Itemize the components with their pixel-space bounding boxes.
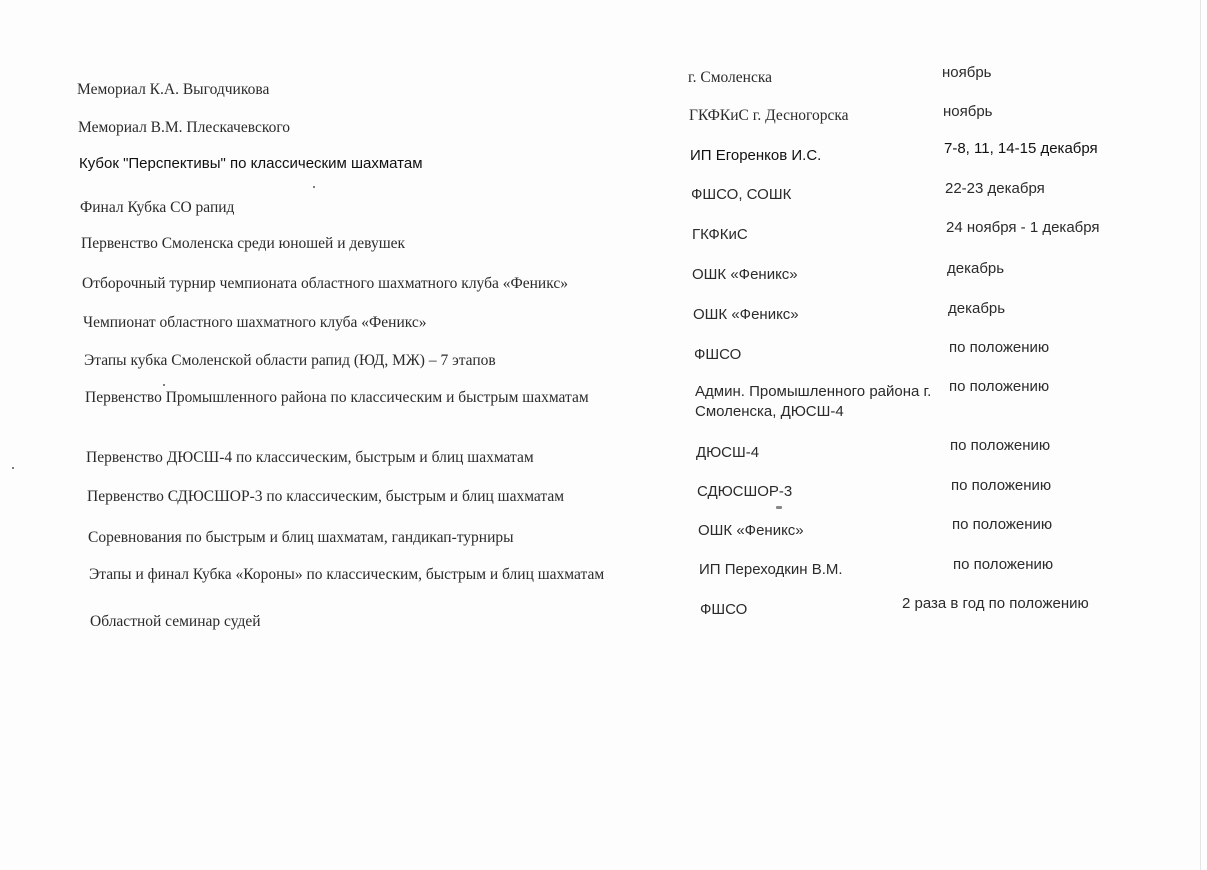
scan-speck [313, 186, 315, 188]
organizer: ОШК «Феникс» [698, 522, 804, 539]
event-date: декабрь [947, 260, 1005, 277]
event-date: по положению [952, 516, 1053, 533]
event-date: 24 ноября - 1 декабря [946, 219, 1100, 236]
event-date: по положению [950, 437, 1051, 454]
event-name: Мемориал К.А. Выгодчикова [77, 81, 270, 98]
page-edge-shadow [1200, 0, 1201, 870]
organizer: ДЮСШ-4 [696, 444, 760, 461]
event-date: по положению [953, 556, 1054, 573]
event-date: 2 раза в год по положению [902, 595, 1089, 612]
event-date: по положению [949, 339, 1050, 356]
event-name: Кубок "Перспективы" по классическим шахматам [79, 155, 423, 172]
event-name: Первенство СДЮСШОР-3 по классическим, быстрым и блиц шахматам [87, 488, 565, 505]
event-date: по положению [949, 378, 1050, 395]
organizer: СДЮСШОР-3 [697, 483, 793, 500]
organizer: ФШСО, СОШК [691, 186, 792, 203]
event-name: Первенство Смоленска среди юношей и девушек [81, 235, 406, 252]
organizer: ИП Егоренков И.С. [690, 147, 822, 164]
organizer: г. Смоленска [688, 69, 773, 86]
event-name: Первенство ДЮСШ-4 по классическим, быстрым и блиц шахматам [86, 449, 534, 466]
event-date: ноябрь [943, 103, 993, 120]
event-name: Соревнования по быстрым и блиц шахматам, гандикап-турниры [88, 529, 514, 546]
event-name: Финал Кубка СО рапид [80, 199, 235, 216]
scan-speck [12, 467, 14, 469]
organizer: ГКФКиС г. Десногорска [689, 107, 849, 124]
organizer: ОШК «Феникс» [692, 266, 798, 283]
event-date: 22-23 декабря [945, 180, 1045, 197]
event-date: 7-8, 11, 14-15 декабря [944, 140, 1098, 157]
event-date: ноябрь [942, 64, 992, 81]
event-date: по положению [951, 477, 1052, 494]
organizer: ФШСО [694, 346, 742, 363]
event-name: Мемориал В.М. Плескачевского [78, 119, 291, 136]
organizer: ФШСО [700, 601, 748, 618]
event-name: Отборочный турнир чемпионата областного шахматного клуба «Феникс» [82, 275, 568, 292]
event-name: Первенство Промышленного района по классическим и быстрым шахматам [85, 389, 589, 406]
event-date: декабрь [948, 300, 1006, 317]
event-name: Этапы и финал Кубка «Короны» по классическим, быстрым и блиц шахматам [89, 566, 605, 583]
organizer: ГКФКиС [692, 226, 748, 243]
event-name: Областной семинар судей [90, 613, 261, 630]
scan-speck [163, 384, 165, 386]
organizer: Админ. Промышленного района г. Смоленска, ДЮСШ-4 [695, 383, 932, 420]
event-name: Чемпионат областного шахматного клуба «Феникс» [83, 314, 427, 331]
organizer: ОШК «Феникс» [693, 306, 799, 323]
organizer: ИП Переходкин В.М. [699, 561, 843, 578]
scan-speck [776, 506, 782, 509]
event-name: Этапы кубка Смоленской области рапид (ЮД, МЖ) – 7 этапов [84, 352, 496, 369]
